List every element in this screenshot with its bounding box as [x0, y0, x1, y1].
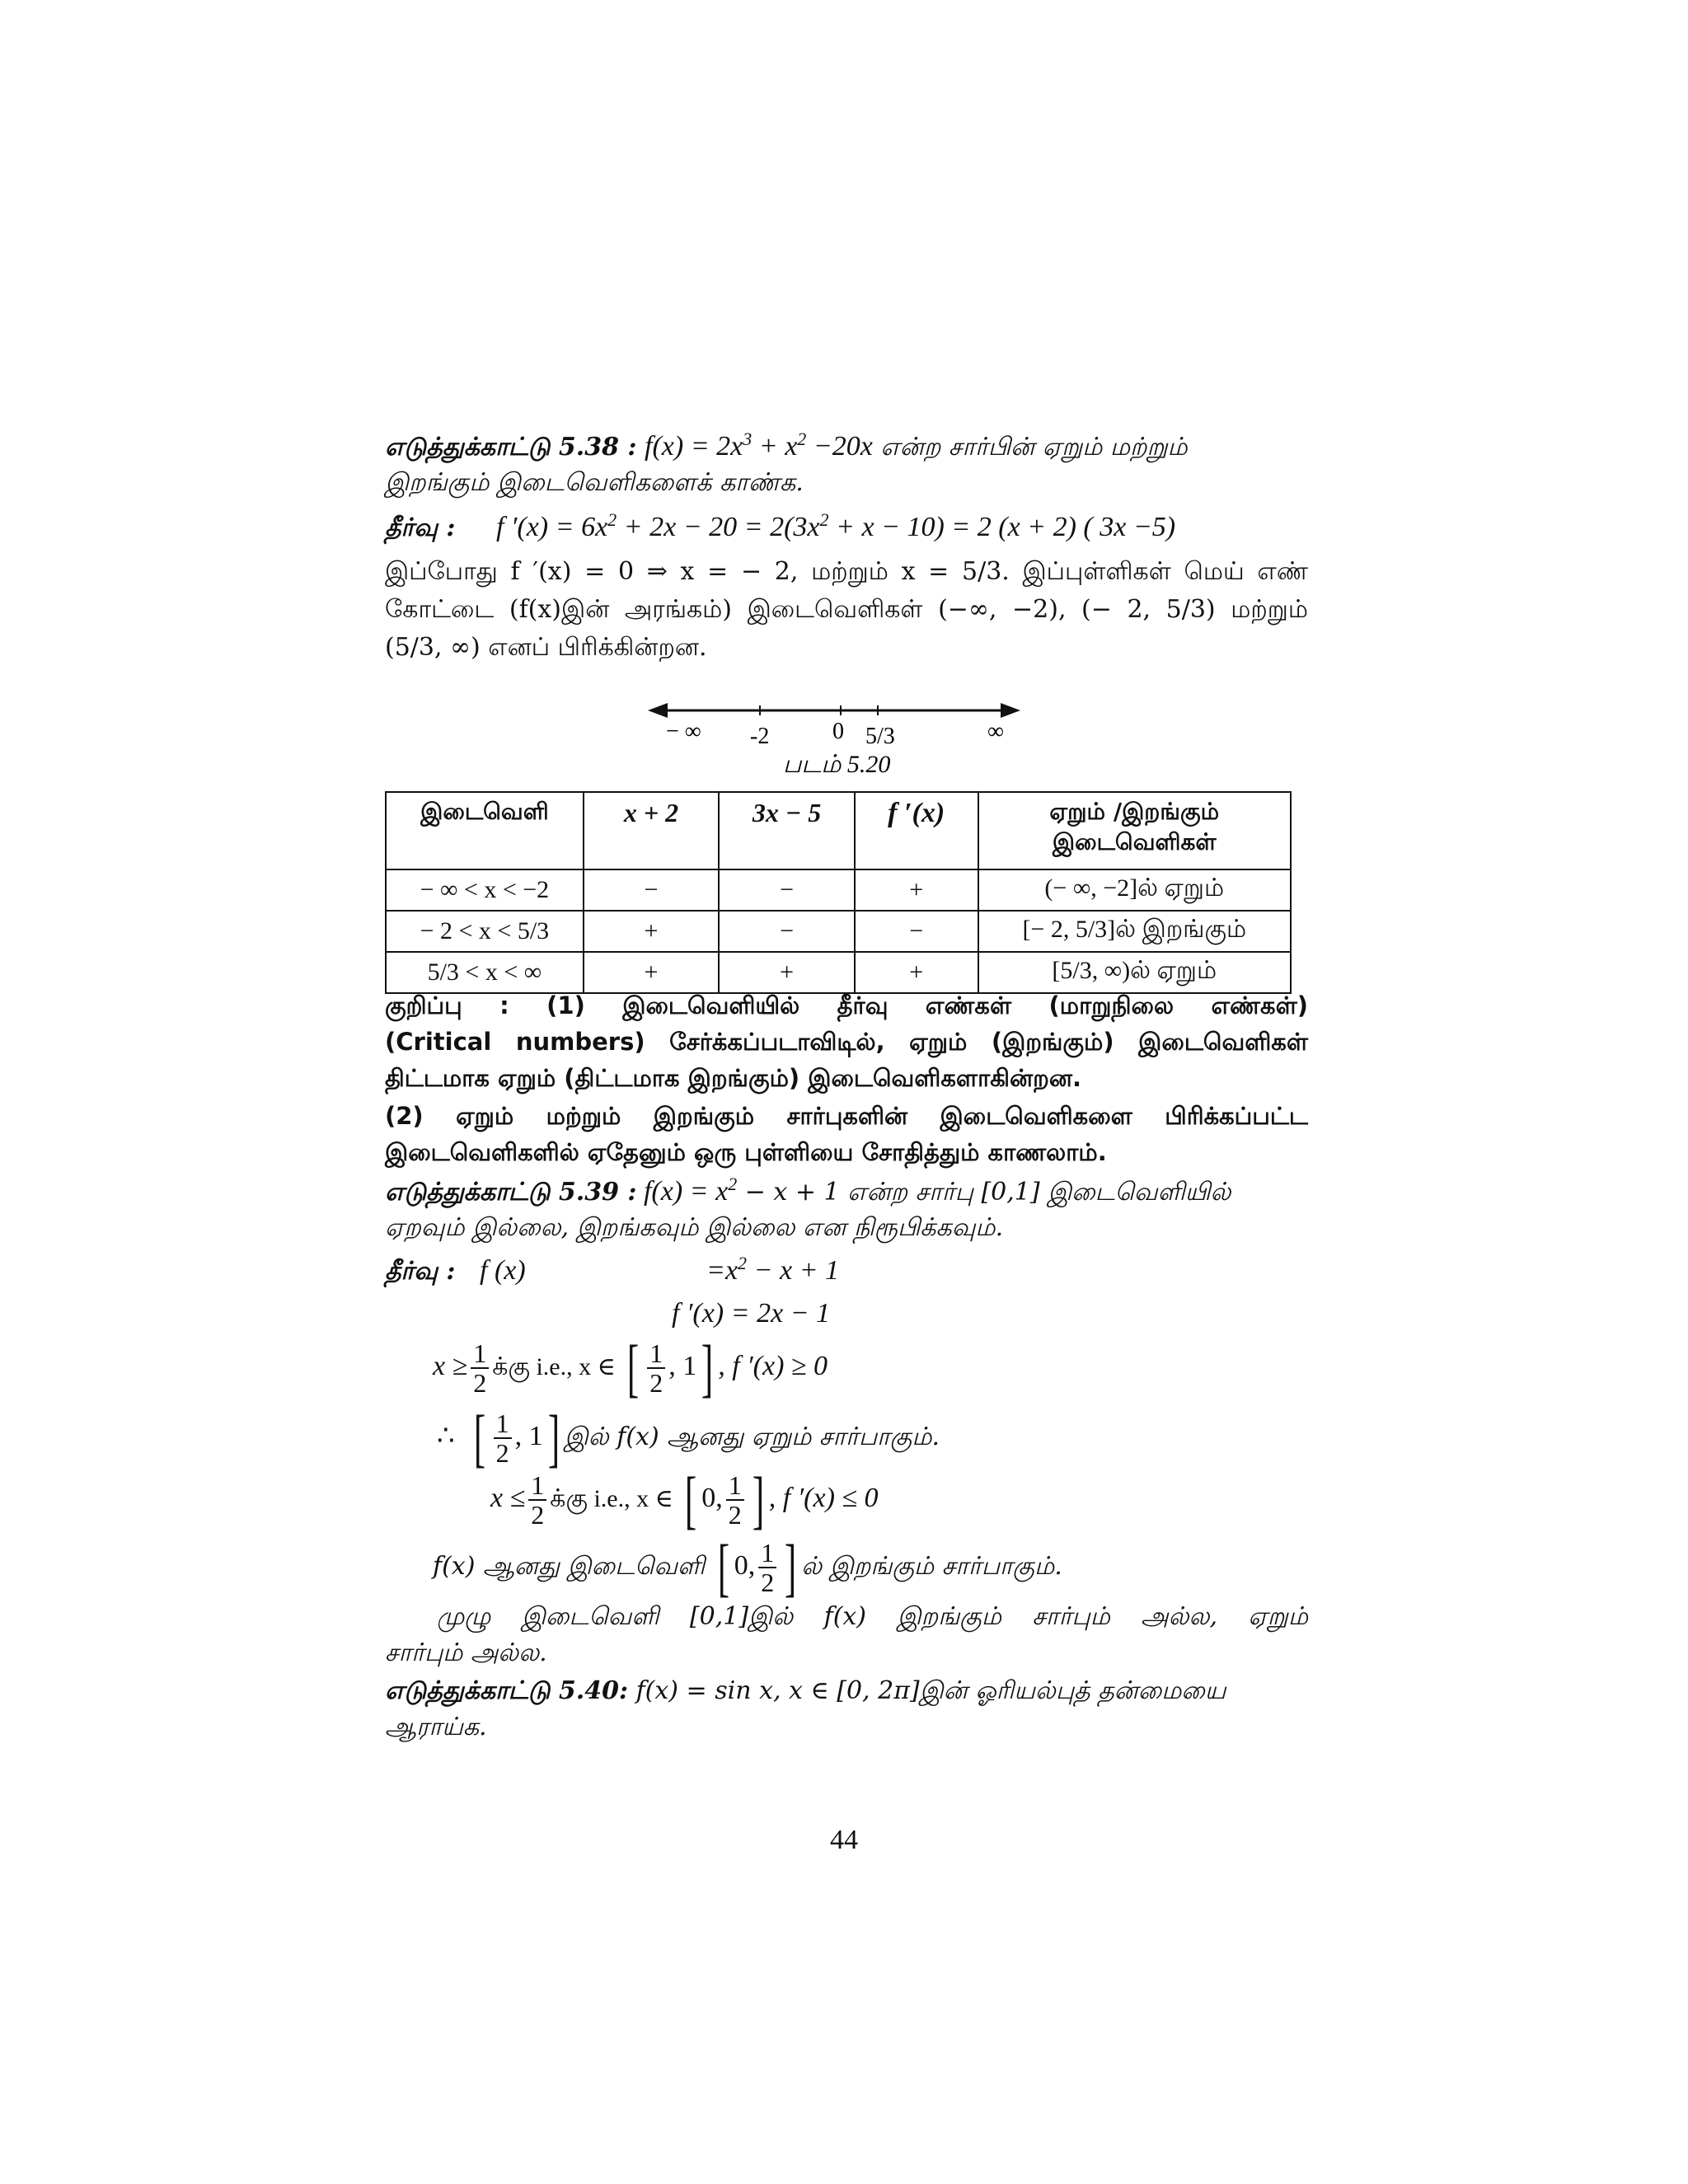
solution-5-39-derivative: f ′(x) = 2x − 1	[672, 1298, 831, 1329]
example-5-38-line2: இறங்கும் இடைவெளிகளைக் காண்க.	[385, 468, 804, 497]
solution-5-39-closing-line2: சார்பும் அல்ல.	[385, 1638, 547, 1667]
table-row: − ∞ < x < −2 − − + (− ∞, −2]ல் ஏறும்	[386, 869, 1291, 911]
note-line5: இடைவெளிகளில் ஏதேனும் ஒரு புள்ளியை சோதித்தும் காணலாம்.	[385, 1138, 1107, 1166]
note-line3: திட்டமாக ஏறும் (திட்டமாக இறங்கும்) இடைவெளிகளாகின்றன.	[385, 1064, 1081, 1092]
solution-5-39-function: தீர்வு : f (x) $=x^2 - x + 1$	[385, 1253, 840, 1286]
right-arrow-icon	[1001, 703, 1020, 718]
label-zero: 0	[832, 719, 844, 744]
solution-5-38-line2: கோட்டை (f(x)இன் அரங்கம்) இடைவெளிகள் (−∞, −2), (− 2, 5/3) மற்றும்	[385, 595, 1308, 624]
header-x-plus-2: x + 2	[584, 792, 720, 869]
solution-5-39-closing-line1: முழு இடைவெளி [0,1]இல் f(x) இறங்கும் சார்பும் அல்ல, ஏறும்	[437, 1602, 1308, 1631]
left-arrow-icon	[648, 703, 668, 718]
solution-5-38-line3: (5/3, ∞) எனப் பிரிக்கின்றன.	[385, 633, 707, 662]
example-5-40-line2: ஆராய்க.	[385, 1713, 487, 1741]
note-line4: (2) ஏறும் மற்றும் இறங்கும் சார்புகளின் இடைவெளிகளை பிரிக்கப்பட்ட	[385, 1102, 1308, 1130]
condition-increasing: x ≥ $\frac{1}{2}$ க்கு i.e., x ∈ [ $\frac{1}{2}$ , 1] , f ′(x) ≥ 0	[433, 1332, 828, 1404]
solution-5-38-line1: இப்போது f ′(x) = 0 ⇒ x = − 2, மற்றும் x = 5/3. இப்புள்ளிகள் மெய் எண்	[385, 557, 1308, 586]
page-number: 44	[830, 1825, 858, 1855]
label-5-3: 5/3	[865, 724, 895, 749]
label-neg-infinity: − ∞	[666, 719, 701, 744]
example-label: எடுத்துக்காட்டு 5.38 :	[385, 433, 637, 462]
example-5-39-line2: ஏறவும் இல்லை, இறங்கவும் இல்லை என நிரூபிக்கவும்.	[385, 1213, 1004, 1242]
table-row: − 2 < x < 5/3 + − − [− 2, 5/3]ல் இறங்கும்	[386, 911, 1291, 952]
table-row: 5/3 < x < ∞ + + + [5/3, ∞)ல் ஏறும்	[386, 952, 1291, 993]
conclusion-decreasing: f(x) ஆனது இடைவெளி [ 0, $\frac{1}{2}$ ] ல் இறங்கும் சார்பாகும்.	[433, 1531, 1062, 1604]
header-interval: இடைவெளி	[386, 792, 584, 869]
figure-caption: படம் 5.20	[783, 751, 891, 778]
header-3x-minus-5: 3x − 5	[719, 792, 855, 869]
table-header-row	[386, 792, 1291, 869]
header-increasing-decreasing: ஏறும் /இறங்கும் இடைவெளிகள்	[978, 792, 1291, 869]
example-5-38-statement: எடுத்துக்காட்டு 5.38 : $f(x) = 2x^3 + x^2 -20x$ என்ற சார்பின் ஏறும் மற்றும்	[385, 429, 1188, 462]
number-line-figure	[643, 692, 1039, 791]
sign-table	[385, 791, 1292, 994]
example-5-40-statement: எடுத்துக்காட்டு 5.40: f(x) = sin x, x ∈ [0, 2π]இன் ஓரியல்புத் தன்மையை	[385, 1676, 1226, 1705]
label-infinity: ∞	[987, 719, 1004, 744]
header-f-prime: f ′(x)	[855, 792, 978, 869]
label-minus-2: -2	[750, 724, 770, 749]
conclusion-increasing: ∴ [ $\frac{1}{2}$ , 1] இல் f(x) ஆனது ஏறும் சார்பாகும்.	[437, 1402, 940, 1474]
example-5-39-statement: எடுத்துக்காட்டு 5.39 : $f(x) = x^2 - x + 1$ என்ற சார்பு [0,1] இடைவெளியில்	[385, 1174, 1231, 1207]
note-line1: குறிப்பு : (1) இடைவெளியில் தீர்வு எண்கள் (மாறுநிலை எண்கள்)	[385, 991, 1308, 1019]
solution-5-38-derivative: தீர்வு : f $'(x) = 6x^2 + 2x - 20 = 2(3x^2 + x - 10) = 2$ (x + 2) ( 3x −5)	[385, 509, 1176, 542]
note-line2: (Critical numbers) சேர்க்கப்படாவிடில், ஏறும் (இறங்கும்) இடைவெளிகள்	[385, 1028, 1308, 1056]
condition-decreasing: x ≤ $\frac{1}{2}$ க்கு i.e., x ∈ [ 0, $\frac{1}{2}$ ] , f ′(x) ≤ 0	[490, 1464, 879, 1536]
